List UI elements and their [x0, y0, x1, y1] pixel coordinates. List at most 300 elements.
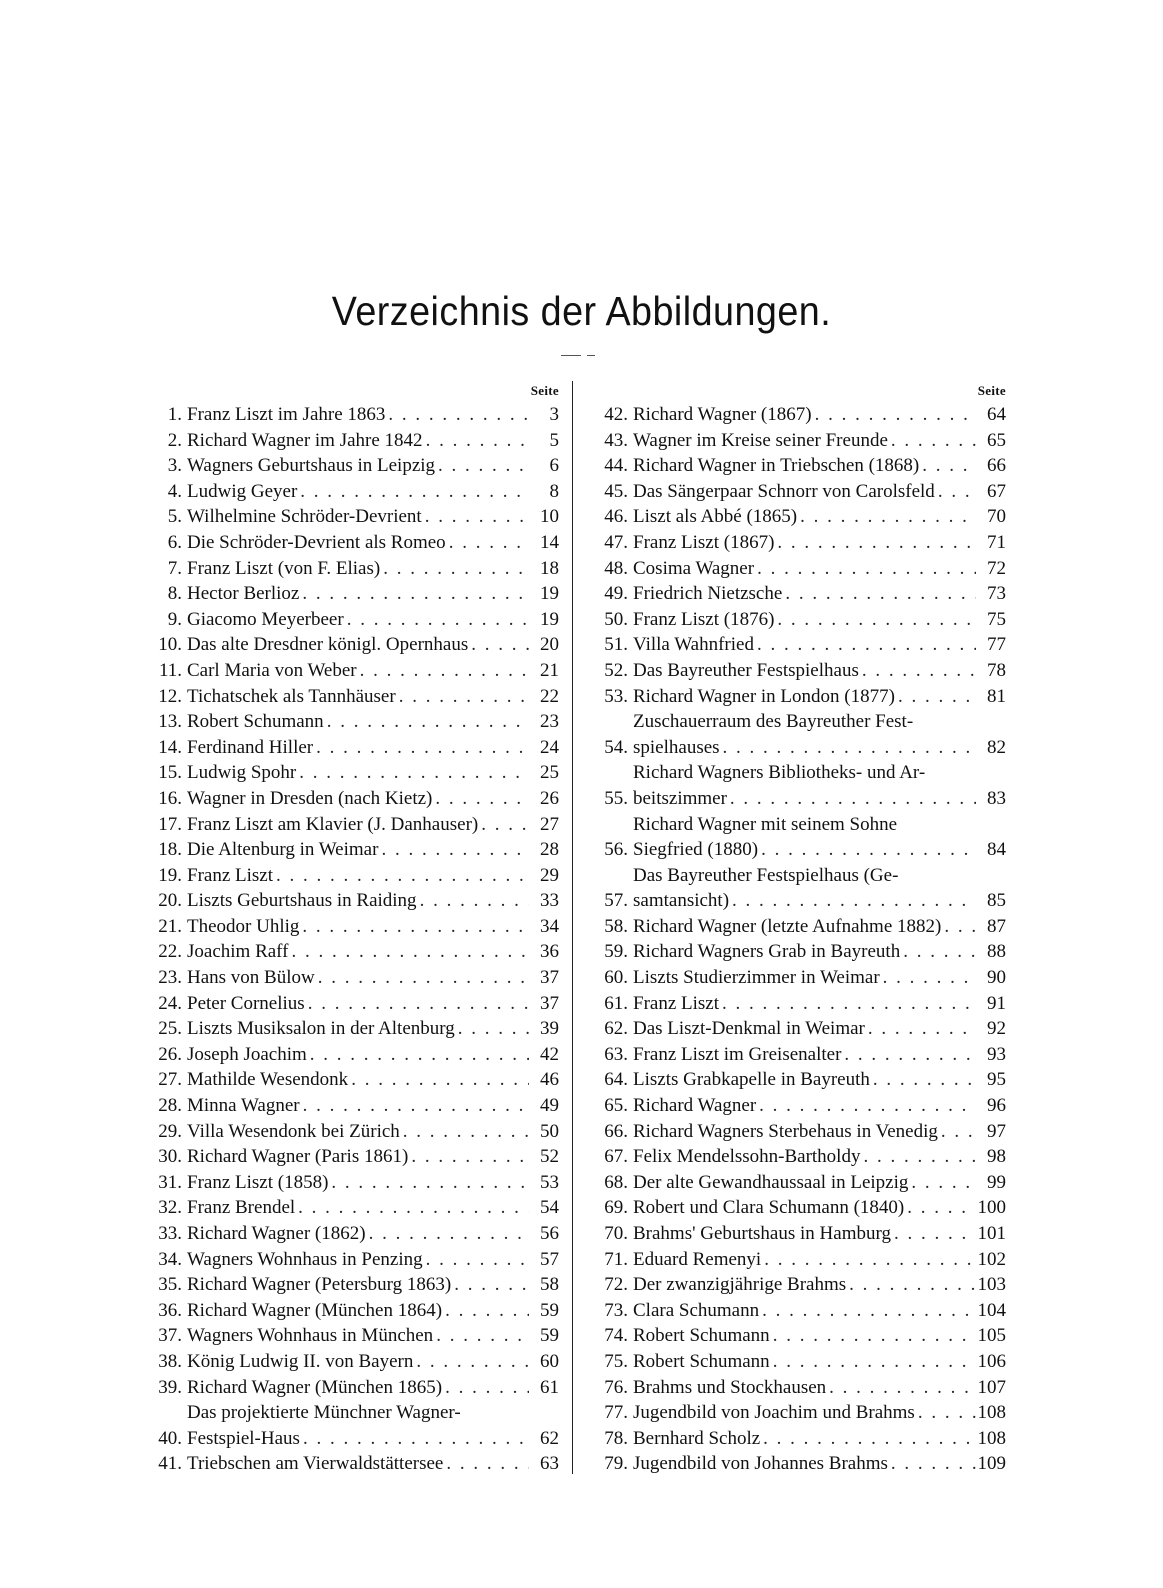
entry-number: 20.: [158, 890, 182, 912]
leader-dots: [904, 1195, 976, 1221]
entry-title: Robert Schumann: [633, 1325, 770, 1347]
list-item: [594, 1349, 1006, 1375]
entry-page-number: 56: [540, 1223, 559, 1244]
entry-number: 9.: [167, 608, 182, 630]
entry-page-number: 23: [540, 711, 559, 733]
entry-list-left: [146, 402, 559, 1477]
list-item: [594, 1400, 1006, 1426]
entry-number: 36.: [158, 1299, 182, 1321]
entry-page-number: 75: [987, 608, 1006, 630]
entry-page-number: 54: [540, 1197, 559, 1219]
leader-dots: [865, 1016, 976, 1042]
leader-dots: [935, 479, 976, 505]
entry-number: 14.: [158, 736, 182, 758]
entry-page-number: 84: [987, 839, 1006, 861]
entry-title: Joseph Joachim: [187, 1043, 307, 1065]
leader-dots: [761, 1247, 976, 1273]
leader-dots: [324, 709, 529, 735]
entry-title: Peter Cornelius: [187, 992, 305, 1014]
leader-dots: [413, 1349, 529, 1375]
entry-title: Franz Liszt (1867): [633, 531, 775, 553]
entry-title: Franz Liszt: [187, 864, 274, 886]
entry-number: 48.: [604, 557, 628, 579]
entry-number: 72.: [604, 1274, 628, 1296]
entry-number: 46.: [604, 506, 628, 528]
list-item: [594, 1016, 1006, 1042]
entry-title: Giacomo Meyerbeer: [187, 608, 344, 630]
entry-title: Richard Wagners Bibliotheks- und Ar-: [633, 762, 926, 784]
list-item: [146, 479, 559, 505]
list-item: [146, 709, 559, 735]
list-item: [146, 735, 559, 761]
leader-dots: [299, 581, 529, 607]
entry-number: 39.: [158, 1376, 182, 1398]
list-item: [146, 786, 559, 812]
page-column-label: Seite: [977, 383, 1006, 398]
entry-page-number: 93: [987, 1043, 1006, 1065]
entry-title: Richard Wagner in Triebschen (1868): [633, 455, 920, 477]
entry-page-number: 20: [540, 634, 559, 656]
leader-dots: [754, 556, 976, 582]
entry-title: Felix Mendelssohn-Bartholdy: [633, 1146, 861, 1168]
list-item: [594, 1093, 1006, 1119]
list-item: [146, 1323, 559, 1349]
entry-title: Zuschauerraum des Bayreuther Fest-: [633, 711, 914, 733]
leader-dots: [455, 1016, 529, 1042]
list-item: [594, 632, 1006, 658]
entry-page-number: 63: [540, 1453, 559, 1475]
entry-number: 76.: [604, 1376, 628, 1398]
list-item: [146, 453, 559, 479]
entry-number: 43.: [604, 429, 628, 451]
entry-page-number: 19: [540, 583, 559, 605]
list-item: [594, 479, 1006, 505]
entry-title: König Ludwig II. von Bayern: [187, 1350, 414, 1372]
entry-page-number: 62: [540, 1427, 559, 1449]
entry-number: 28.: [158, 1095, 182, 1117]
entry-page-number: 66: [987, 455, 1006, 477]
list-item: [146, 760, 559, 786]
entry-number: 2.: [167, 429, 182, 451]
entry-number: 37.: [158, 1325, 182, 1347]
list-item: [146, 965, 559, 991]
leader-dots: [797, 504, 976, 530]
leader-dots: [941, 914, 976, 940]
entry-number: 26.: [158, 1043, 182, 1065]
entry-title: Wilhelmine Schröder-Devrient: [187, 506, 422, 528]
leader-dots: [860, 1144, 976, 1170]
leader-dots: [422, 504, 529, 530]
leader-dots: [758, 837, 976, 863]
list-item: [594, 684, 1006, 710]
entry-number: 60.: [604, 967, 628, 989]
entry-number: 10.: [158, 634, 182, 656]
entry-number: 52.: [604, 659, 628, 681]
entry-title: Eduard Remenyi: [633, 1248, 762, 1270]
entry-title: Richard Wagner: [633, 1095, 757, 1117]
leader-dots: [289, 939, 530, 965]
list-item: [146, 1221, 559, 1247]
leader-dots: [841, 1042, 976, 1068]
entry-page-number: 58: [540, 1274, 559, 1296]
entry-page-number: 3: [549, 404, 559, 425]
entry-title: Das alte Dresdner königl. Opernhaus: [187, 634, 469, 656]
entry-number: 16.: [158, 787, 182, 809]
entry-title: Carl Maria von Weber: [187, 659, 357, 681]
leader-dots: [435, 453, 529, 479]
entry-page-number: 73: [987, 583, 1006, 605]
leader-dots: [759, 1298, 976, 1324]
entry-number: 49.: [604, 583, 628, 605]
leader-dots: [782, 581, 976, 607]
entry-number: 47.: [604, 531, 628, 553]
list-item: [594, 965, 1006, 991]
entry-title: Siegfried (1880): [633, 839, 759, 861]
entry-page-number: 100: [977, 1197, 1006, 1219]
entry-page-number: 105: [977, 1325, 1006, 1347]
leader-dots: [826, 1375, 976, 1401]
list-item: [594, 1144, 1006, 1170]
entry-number: 54.: [604, 736, 628, 758]
entry-page-number: 59: [540, 1299, 559, 1321]
entry-title: Die Schröder-Devrient als Romeo: [187, 531, 446, 553]
left-column: [146, 380, 559, 1477]
list-item: [146, 939, 559, 965]
entry-title: Liszts Musiksalon in der Altenburg: [187, 1018, 455, 1040]
entry-number: 25.: [158, 1018, 182, 1040]
entry-number: 50.: [604, 608, 628, 630]
list-item: [594, 1298, 1006, 1324]
entry-title: Friedrich Nietzsche: [633, 583, 783, 605]
list-item: [146, 504, 559, 530]
entry-title: Das projektierte Münchner Wagner-: [187, 1402, 461, 1424]
list-item: [594, 504, 1006, 530]
list-item: [146, 1195, 559, 1221]
entry-number: 65.: [604, 1095, 628, 1117]
entry-number: 71.: [604, 1248, 628, 1270]
entry-number: 12.: [158, 685, 182, 707]
entry-number: 75.: [604, 1350, 628, 1372]
entry-number: 42.: [604, 404, 628, 425]
entry-number: 62.: [604, 1018, 628, 1040]
entry-list-right: [594, 402, 1006, 1477]
entry-number: 22.: [158, 941, 182, 963]
entry-page-number: 87: [987, 915, 1006, 937]
list-item: [146, 1170, 559, 1196]
entry-title: Das Sängerpaar Schnorr von Carolsfeld: [633, 480, 935, 502]
entry-number: 21.: [158, 915, 182, 937]
leader-dots: [400, 1119, 529, 1145]
entry-title: Das Bayreuther Festspielhaus: [633, 659, 859, 681]
list-item: [594, 1170, 1006, 1196]
leader-dots: [408, 1144, 529, 1170]
list-item: [594, 581, 1006, 607]
list-item: [146, 1272, 559, 1298]
leader-dots: [442, 1375, 529, 1401]
entry-page-number: 49: [540, 1095, 559, 1117]
leader-dots: [380, 556, 529, 582]
entry-number: 58.: [604, 915, 628, 937]
entry-number: 11.: [158, 659, 182, 681]
entry-page-number: 108: [977, 1402, 1006, 1424]
entry-title: Franz Liszt am Klavier (J. Danhauser): [187, 813, 479, 835]
leader-dots: [378, 837, 529, 863]
leader-dots: [328, 1170, 529, 1196]
leader-dots: [313, 735, 529, 761]
entry-page-number: 24: [540, 736, 559, 758]
leader-dots: [908, 1170, 976, 1196]
entry-number: 24.: [158, 992, 182, 1014]
entry-title: Brahms' Geburtshaus in Hamburg: [633, 1223, 891, 1244]
entry-title: Liszts Studierzimmer in Weimar: [633, 967, 880, 989]
leader-dots: [891, 1221, 976, 1247]
leader-dots: [357, 658, 529, 684]
entry-number: 70.: [604, 1223, 628, 1244]
list-item: [594, 914, 1006, 940]
entry-page-number: 90: [987, 967, 1006, 989]
entry-title: Das Bayreuther Festspielhaus (Ge-: [633, 864, 899, 886]
list-item: [146, 684, 559, 710]
column-divider: [572, 381, 573, 1474]
leader-dots: [915, 1400, 976, 1426]
list-item: [594, 607, 1006, 633]
entry-number: 17.: [158, 813, 182, 835]
entry-title: Wagner im Kreise seiner Freunde: [633, 429, 888, 451]
entry-page-number: 53: [540, 1171, 559, 1193]
page-title: Verzeichnis der Abbildungen.: [331, 288, 832, 334]
entry-title: Joachim Raff: [187, 941, 289, 963]
list-item: [594, 1375, 1006, 1401]
list-item: [594, 1451, 1006, 1477]
list-item: [594, 991, 1006, 1017]
list-item: [594, 863, 1006, 914]
entry-title: Das Liszt-Denkmal in Weimar: [633, 1018, 865, 1040]
list-item: [594, 760, 1006, 811]
entry-title: Theodor Uhlig: [187, 915, 300, 937]
list-item: [146, 888, 559, 914]
right-column: [594, 380, 1006, 1477]
list-item: [146, 402, 559, 428]
list-item: [146, 1016, 559, 1042]
list-item: [146, 863, 559, 889]
leader-dots: [880, 965, 976, 991]
list-item: [146, 1400, 559, 1451]
entry-page-number: 34: [540, 915, 559, 937]
entry-number: 55.: [604, 787, 628, 809]
entry-title: Wagners Wohnhaus in München: [187, 1325, 434, 1347]
leader-dots: [888, 428, 976, 454]
leader-dots: [729, 888, 976, 914]
entry-title: Ludwig Spohr: [187, 762, 297, 784]
entry-title: Franz Liszt (1876): [633, 608, 775, 630]
entry-number: 56.: [604, 839, 628, 861]
entry-page-number: 37: [540, 967, 559, 989]
entry-number: 64.: [604, 1069, 628, 1091]
entry-number: 45.: [604, 480, 628, 502]
entry-title: Minna Wagner: [187, 1095, 300, 1117]
entry-page-number: 97: [987, 1120, 1006, 1142]
entry-title: Liszt als Abbé (1865): [633, 506, 798, 528]
list-item: [146, 991, 559, 1017]
entry-title: Ludwig Geyer: [187, 480, 298, 502]
entry-title: Richard Wagners Grab in Bayreuth: [633, 941, 901, 963]
entry-number: 40.: [158, 1427, 182, 1449]
list-item: [146, 607, 559, 633]
leader-dots: [760, 1426, 976, 1452]
entry-page-number: 101: [977, 1223, 1006, 1244]
leader-dots: [396, 684, 529, 710]
leader-dots: [774, 607, 976, 633]
leader-dots: [478, 812, 529, 838]
entry-page-number: 39: [540, 1018, 559, 1040]
entry-number: 23.: [158, 967, 182, 989]
entry-page-number: 71: [987, 531, 1006, 553]
entry-page-number: 21: [540, 659, 559, 681]
leader-dots: [870, 1067, 976, 1093]
leader-dots: [719, 991, 976, 1017]
list-item: [594, 530, 1006, 556]
list-item: [146, 914, 559, 940]
leader-dots: [468, 632, 529, 658]
entry-title: Richard Wagner (Petersburg 1863): [187, 1274, 452, 1296]
list-item: [146, 1375, 559, 1401]
entry-page-number: 109: [977, 1453, 1006, 1475]
entry-number: 51.: [604, 634, 628, 656]
list-item: [146, 837, 559, 863]
leader-dots: [451, 1272, 529, 1298]
entry-title: Richard Wagner im Jahre 1842: [187, 429, 423, 451]
leader-dots: [446, 530, 529, 556]
leader-dots: [888, 1451, 976, 1477]
leader-dots: [344, 607, 529, 633]
entry-page-number: 65: [987, 429, 1006, 451]
entry-page-number: 59: [540, 1325, 559, 1347]
entry-title: beitszimmer: [633, 787, 727, 809]
list-item: [146, 581, 559, 607]
list-item: [146, 556, 559, 582]
entry-page-number: 8: [549, 480, 559, 502]
entry-title: Hans von Bülow: [187, 967, 315, 989]
list-item: [594, 1426, 1006, 1452]
entry-number: 33.: [158, 1223, 182, 1244]
list-item: [594, 1042, 1006, 1068]
list-item: [594, 1195, 1006, 1221]
entry-title: Tichatschek als Tannhäuser: [187, 685, 396, 707]
entry-title: Franz Liszt (1858): [187, 1171, 329, 1193]
list-item: [594, 1247, 1006, 1273]
entry-page-number: 19: [540, 608, 559, 630]
leader-dots: [315, 965, 529, 991]
title-ornament: [587, 355, 595, 356]
entry-title: Robert Schumann: [187, 711, 324, 733]
list-item: [594, 402, 1006, 428]
entry-page-number: 64: [987, 404, 1006, 425]
entry-title: Triebschen am Vierwaldstättersee: [187, 1453, 444, 1475]
entry-number: 53.: [604, 685, 628, 707]
page-column-label: Seite: [530, 383, 559, 398]
entry-title: Franz Liszt: [633, 992, 720, 1014]
entry-title: Franz Liszt (von F. Elias): [187, 557, 381, 579]
entry-number: 7.: [167, 557, 182, 579]
entry-title: Richard Wagners Sterbehaus in Venedig: [633, 1120, 938, 1142]
entry-title: Robert und Clara Schumann (1840): [633, 1197, 905, 1219]
entry-title: Wagners Wohnhaus in Penzing: [187, 1248, 423, 1270]
entry-number: 79.: [604, 1453, 628, 1475]
entry-number: 13.: [158, 711, 182, 733]
leader-dots: [895, 684, 976, 710]
entry-title: Franz Liszt im Jahre 1863: [187, 404, 386, 425]
leader-dots: [859, 658, 976, 684]
entry-page-number: 61: [540, 1376, 559, 1398]
entry-page-number: 57: [540, 1248, 559, 1270]
entry-title: Cosima Wagner: [633, 557, 755, 579]
entry-title: Wagner in Dresden (nach Kietz): [187, 787, 433, 809]
list-item: [146, 658, 559, 684]
leader-dots: [305, 991, 529, 1017]
entry-number: 74.: [604, 1325, 628, 1347]
entry-title: Festspiel-Haus: [187, 1427, 300, 1449]
entry-page-number: 33: [540, 890, 559, 912]
entry-number: 4.: [167, 480, 182, 502]
leader-dots: [919, 453, 976, 479]
entry-number: 1.: [167, 404, 182, 425]
entry-page-number: 10: [540, 506, 559, 528]
leader-dots: [770, 1323, 976, 1349]
list-item: [146, 1298, 559, 1324]
entry-page-number: 36: [540, 941, 559, 963]
leader-dots: [938, 1119, 976, 1145]
entry-title: Robert Schumann: [633, 1350, 770, 1372]
entry-number: 5.: [167, 506, 182, 528]
list-item: [594, 1067, 1006, 1093]
entry-page-number: 70: [987, 506, 1006, 528]
entry-title: Richard Wagner (Paris 1861): [187, 1146, 409, 1168]
leader-dots: [774, 530, 976, 556]
entry-title: Ferdinand Hiller: [187, 736, 314, 758]
leader-dots: [900, 939, 976, 965]
entry-number: 19.: [158, 864, 182, 886]
entry-title: Richard Wagner (letzte Aufnahme 1882): [633, 915, 942, 937]
leader-dots: [432, 786, 529, 812]
entry-page-number: 98: [987, 1146, 1006, 1168]
entry-title: Der zwanzigjährige Brahms: [633, 1274, 847, 1296]
entry-page-number: 78: [987, 659, 1006, 681]
entry-number: 29.: [158, 1120, 182, 1142]
leader-dots: [442, 1298, 529, 1324]
leader-dots: [423, 428, 529, 454]
entry-page-number: 91: [987, 992, 1006, 1014]
entry-page-number: 67: [987, 480, 1006, 502]
entry-title: Richard Wagner (1862): [187, 1223, 366, 1244]
entry-page-number: 85: [987, 890, 1006, 912]
leader-dots: [727, 786, 976, 812]
leader-dots: [423, 1247, 529, 1273]
entry-title: Liszts Geburtshaus in Raiding: [187, 890, 417, 912]
entry-page-number: 52: [540, 1146, 559, 1168]
entry-number: 6.: [167, 531, 182, 553]
entry-page-number: 18: [540, 557, 559, 579]
list-item: [146, 1042, 559, 1068]
entry-page-number: 28: [540, 839, 559, 861]
entry-title: Franz Liszt im Greisenalter: [633, 1043, 842, 1065]
leader-dots: [770, 1349, 976, 1375]
entry-page-number: 26: [540, 787, 559, 809]
entry-title: Villa Wesendonk bei Zürich: [187, 1120, 400, 1142]
entry-page-number: 14: [540, 531, 559, 553]
entry-number: 34.: [158, 1248, 182, 1270]
entry-page-number: 104: [977, 1299, 1006, 1321]
list-item: [594, 428, 1006, 454]
